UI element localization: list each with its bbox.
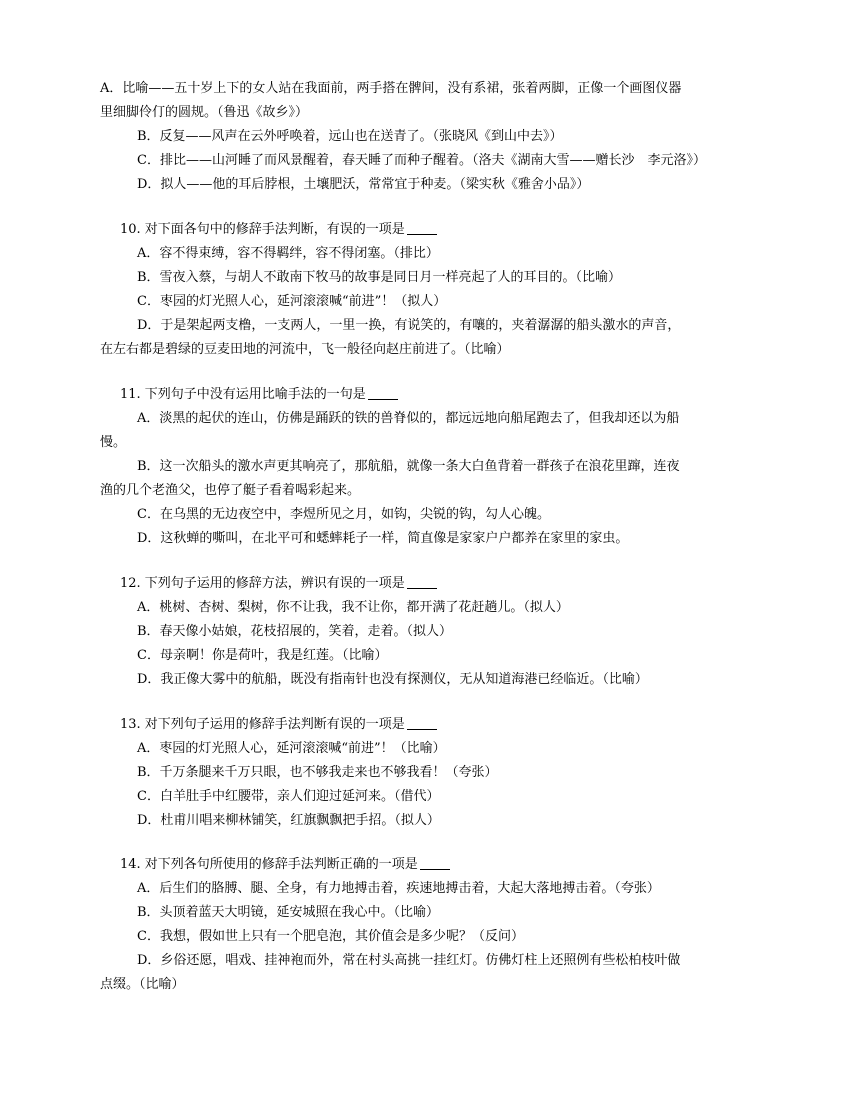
q9-option-d: D．拟人——他的耳后脖根，土壤肥沃，常常宜于种麦。（梁实秋《雅舍小品》）: [137, 177, 590, 192]
question-12-option: C．母亲啊！你是荷叶，我是红莲。（比喻）: [137, 648, 388, 663]
question-12-option: D．我正像大雾中的航船，既没有指南针也没有探测仪，无从知道海港已经临近。（比喻）: [137, 672, 648, 687]
question-12-option: B．春天像小姑娘，花枝招展的，笑着，走着。（拟人）: [137, 624, 453, 639]
question-13-option: A．枣园的灯光照人心，延河滚滚喊“前进”！（比喻）: [137, 741, 446, 756]
question-10-stem: 10. 对下面各句中的修辞手法判断，有误的一项是: [120, 220, 437, 240]
answer-blank: [407, 574, 437, 589]
question-11-option: D．这秋蝉的嘶叫，在北平可和蟋蟀耗子一样，简直像是家家户户都养在家里的家虫。: [137, 531, 629, 546]
question-13-option: B．千万条腿来千万只眼，也不够我走来也不够我看！（夸张）: [137, 765, 498, 780]
question-11-option-continued: 渔的几个老渔父，也停了艇子看着喝彩起来。: [100, 483, 361, 498]
question-10-option: D．于是架起两支橹，一支两人，一里一换，有说笑的，有嚷的，夹着潺潺的船头激水的声音，: [137, 318, 681, 333]
q9-option-a-line2: 里细脚伶仃的圆规。（鲁迅《故乡》）: [100, 105, 309, 120]
question-14-option: D．乡俗还愿，唱戏、挂神袍而外，常在村头高挑一挂红灯。仿佛灯柱上还照例有些松柏枝叶做: [137, 953, 681, 968]
answer-blank: [407, 715, 437, 730]
question-14-option: C．我想，假如世上只有一个肥皂泡，其价值会是多少呢？（反问）: [137, 929, 524, 944]
question-10-option: C．枣园的灯光照人心，延河滚滚喊“前进”！（拟人）: [137, 294, 447, 309]
question-13-option: C．白羊肚手中红腰带，亲人们迎过延河来。（借代）: [137, 789, 440, 804]
question-12-stem: 12. 下列句子运用的修辞方法，辨识有误的一项是: [120, 574, 437, 594]
answer-blank: [368, 385, 398, 400]
question-10-option-continued: 在左右都是碧绿的豆麦田地的河流中，飞一般径向赵庄前进了。（比喻）: [100, 342, 510, 357]
question-11-option: C．在乌黑的无边夜空中，李煜所见之月，如钩，尖锐的钩，勾人心魄。: [137, 507, 550, 522]
q9-option-a-line1: A．比喻——五十岁上下的女人站在我面前，两手搭在髀间，没有系裙，张着两脚，正像一个画图仪器: [100, 81, 682, 96]
question-10-option: A．容不得束缚，容不得羁绊，容不得闭塞。（排比）: [137, 246, 439, 261]
question-14-option: B．头顶着蓝天大明镜，延安城照在我心中。（比喻）: [137, 905, 440, 920]
question-14-stem: 14. 对下列各句所使用的修辞手法判断正确的一项是: [120, 855, 450, 875]
question-12-option: A．桃树、杏树、梨树，你不让我，我不让你，都开满了花赶趟儿。（拟人）: [137, 600, 569, 615]
question-10-option: B．雪夜入蔡，与胡人不敢南下牧马的故事是同日月一样亮起了人的耳目的。（比喻）: [137, 270, 622, 285]
question-14-option: A．后生们的胳膊、腿、全身，有力地搏击着，疾速地搏击着，大起大落地搏击着。（夸张）: [137, 881, 660, 896]
q9-option-c: C．排比——山河睡了而风景醒着，春天睡了而种子醒着。（洛夫《湖南大雪——赠长沙 李元洛》）: [137, 153, 706, 168]
answer-blank: [407, 220, 437, 235]
question-11-option: B．这一次船头的激水声更其响亮了，那航船，就像一条大白鱼背着一群孩子在浪花里蹿，连夜: [137, 459, 680, 474]
q9-option-b: B．反复——风声在云外呼唤着，远山也在送青了。（张晓风《到山中去》）: [137, 129, 563, 144]
question-13-option: D．杜甫川唱来柳林铺笑，红旗飘飘把手招。（拟人）: [137, 813, 440, 828]
question-14-option-continued: 点缀。（比喻）: [100, 977, 185, 992]
question-13-stem: 13. 对下列句子运用的修辞手法判断有误的一项是: [120, 715, 437, 735]
question-11-stem: 11. 下列句子中没有运用比喻手法的一句是: [120, 385, 398, 405]
answer-blank: [420, 855, 450, 870]
question-11-option: A．淡黑的起伏的连山，仿佛是踊跃的铁的兽脊似的，都远远地向船尾跑去了，但我却还以为船: [137, 411, 680, 426]
question-11-option-continued: 慢。: [100, 435, 127, 450]
